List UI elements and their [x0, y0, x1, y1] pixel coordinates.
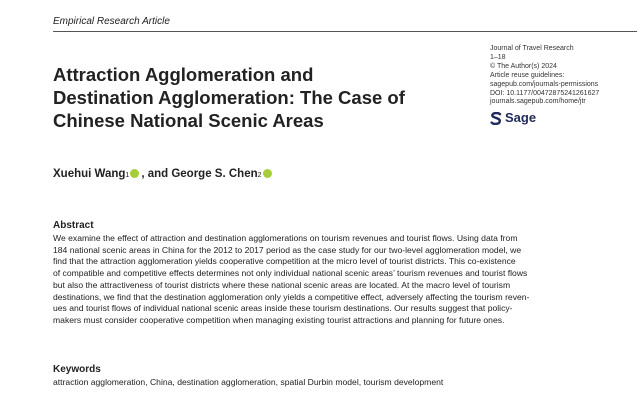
- permissions-link[interactable]: sagepub.com/journals-permissions: [490, 80, 599, 88]
- sage-s-icon: [490, 112, 502, 125]
- abstract-line: find that the attraction agglomeration yields cooperative competition at the micro level of tourist districts. This co-existence: [53, 256, 516, 267]
- title-line: Chinese National Scenic Areas: [53, 110, 324, 131]
- page-range: 1–18: [490, 53, 506, 61]
- author-connector: , and: [141, 168, 172, 180]
- abstract-line: makers must consider cooperative competition when managing existing tourist attractions and planning for future ones.: [53, 314, 505, 325]
- reuse-guidelines-label: Article reuse guidelines:: [490, 71, 565, 79]
- abstract-line: of compatible and competitive effects determines not only individual national scenic areas’ tourism revenues and tourist flows: [53, 268, 528, 279]
- author-name: George S. Chen: [171, 168, 258, 180]
- journal-info-block: [490, 45, 599, 107]
- abstract-line: ues and tourist flows of individual national scenic areas inside these tourism destinations. Our results suggest that policy-: [53, 303, 513, 314]
- abstract-text: [53, 233, 629, 327]
- title-line: Destination Agglomeration: The Case of: [53, 87, 405, 108]
- title-line: Attraction Agglomeration and: [53, 64, 314, 85]
- orcid-icon[interactable]: [263, 169, 272, 178]
- header-divider: [53, 31, 637, 32]
- doi-link[interactable]: DOI: 10.1177/00472875241261627: [490, 89, 600, 97]
- orcid-icon[interactable]: [130, 169, 139, 178]
- keywords-text: attraction agglomeration, China, destination agglomeration, spatial Durbin model, tourism development: [53, 377, 444, 387]
- keywords-heading: Keywords: [53, 364, 101, 375]
- journal-name: Journal of Travel Research: [490, 45, 574, 52]
- abstract-line: destinations, we find that the destination agglomeration only yields a competitive effect, adversely affecting the tourism reven-: [53, 291, 530, 302]
- abstract-line: 184 national scenic areas in China for the 2012 to 2017 period as the case study for our two-level agglomeration model, we: [53, 244, 522, 255]
- article-title: [53, 63, 478, 132]
- abstract-line: We examine the effect of attraction and destination agglomerations on tourism revenues and tourist flows. Using data from: [53, 233, 518, 243]
- author-name: Xuehui Wang: [53, 168, 126, 180]
- article-type-label: Empirical Research Article: [53, 16, 170, 27]
- publisher-name: Sage: [505, 110, 537, 125]
- abstract-line: but also the attractiveness of tourist districts where these national scenic areas are located. At the macro level of tourism: [53, 279, 511, 290]
- abstract-heading: Abstract: [53, 220, 94, 231]
- copyright: © The Author(s) 2024: [490, 62, 557, 70]
- author-line: Xuehui Wang 1 , and George S. Chen 2: [53, 168, 274, 180]
- journal-home-link[interactable]: journals.sagepub.com/home/jtr: [490, 98, 586, 106]
- publisher-logo: [490, 111, 536, 125]
